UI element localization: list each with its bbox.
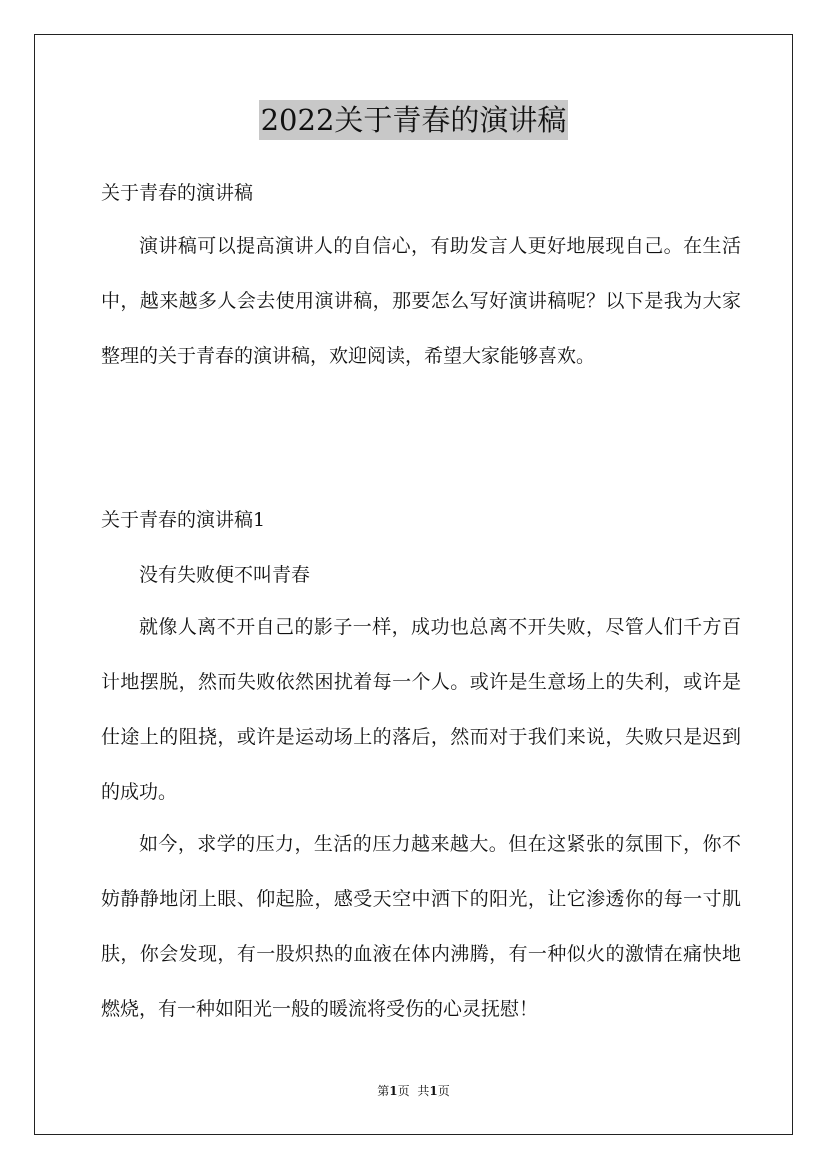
page-suffix: 页: [397, 1084, 410, 1098]
title-container: [0, 100, 827, 140]
document-title: 2022关于青春的演讲稿: [259, 100, 569, 140]
total-prefix: 共: [417, 1084, 430, 1098]
page-footer: [0, 1083, 827, 1099]
section-heading: 关于青春的演讲稿1: [101, 509, 266, 531]
intro-paragraph: 演讲稿可以提高演讲人的自信心，有助发言人更好地展现自己。在生活中，越来越多人会去使用演讲稿，那要怎么写好演讲稿呢？以下是我为大家整理的关于青春的演讲稿，欢迎阅读，希望大家能够喜欢。: [101, 235, 741, 367]
body-paragraph-2: 如今，求学的压力，生活的压力越来越大。但在这紧张的氛围下，你不妨静静地闭上眼、仰起脸，感受天空中洒下的阳光，让它渗透你的每一寸肌肤，你会发现，有一股炽热的血液在体内沸腾，有一种似火的激情在痛快地燃烧，有一种如阳光一般的暖流将受伤的心灵抚慰！: [101, 833, 741, 1020]
section-subtitle: 没有失败便不叫青春: [139, 564, 311, 586]
body-paragraph-1: 就像人离不开自己的影子一样，成功也总离不开失败，尽管人们千方百计地摆脱，然而失败依然困扰着每一个人。或许是生意场上的失利，或许是仕途上的阻挠，或许是运动场上的落后，然而对于我们来说，失败只是迟到的成功。: [101, 616, 741, 803]
intro-heading: 关于青春的演讲稿: [101, 182, 254, 204]
page-prefix: 第: [377, 1084, 390, 1098]
page-total-number: 1: [429, 1084, 438, 1098]
total-suffix: 页: [437, 1084, 450, 1098]
page-current-number: 1: [389, 1084, 398, 1098]
